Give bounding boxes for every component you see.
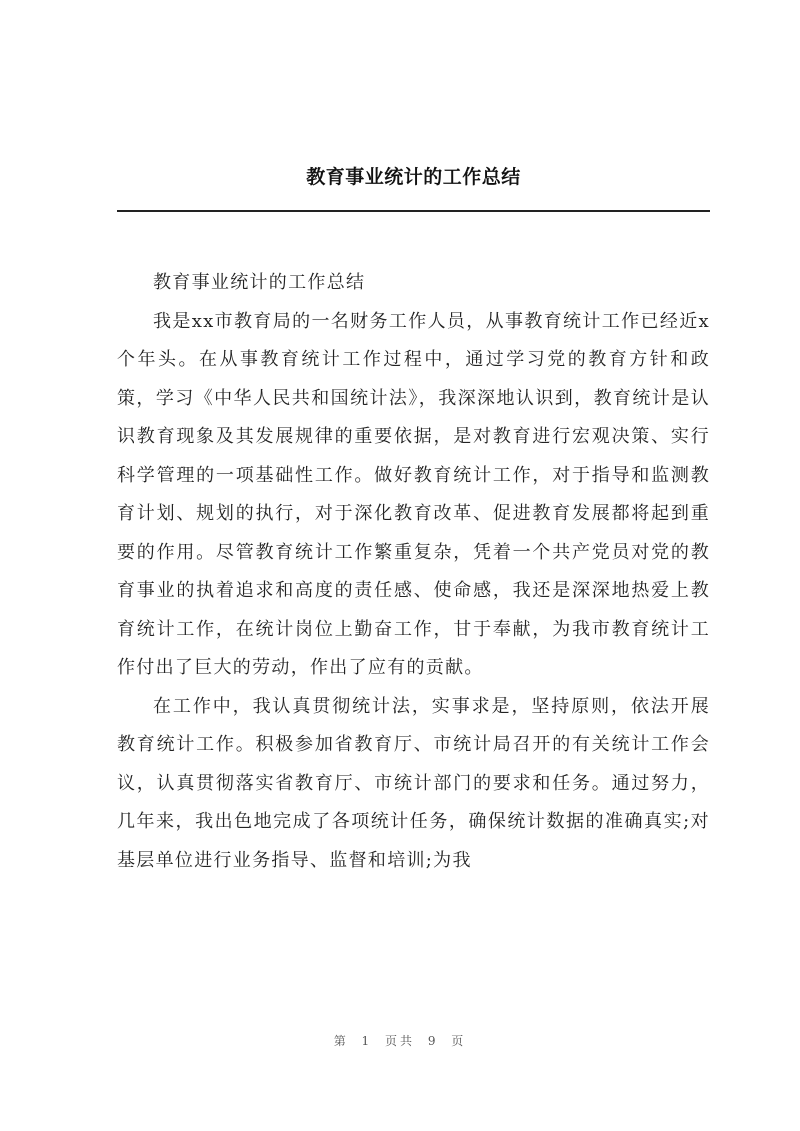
paragraph-2: 在工作中，我认真贯彻统计法，实事求是，坚持原则，依法开展教育统计工作。积极参加省教育厅、市统计局召开的有关统计工作会议，认真贯彻落实省教育厅、市统计部门的要求和任务。通过努力，几年来，我出色地完成了各项统计任务，确保统计数据的准确真实;对基层单位进行业务指导、监督和培训;为我: [117, 695, 710, 871]
document-header: [117, 160, 710, 194]
document-title: 教育事业统计的工作总结: [306, 166, 521, 188]
document-body: [117, 264, 710, 880]
paragraph-1: 我是xx市教育局的一名财务工作人员，从事教育统计工作已经近x个年头。在从事教育统计工作过程中，通过学习党的教育方针和政策，学习《中华人民共和国统计法》，我深深地认识到，教育统计是认识教育现象及其发展规律的重要依据，是对教育进行宏观决策、实行科学管理的一项基础性工作。做好教育统计工作，对于指导和监测教育计划、规划的执行，对于深化教育改革、促进教育发展都将起到重要的作用。尽管教育统计工作繁重复杂，凭着一个共产党员对党的教育事业的执着追求和高度的责任感、使命感，我还是深深地热爱上教育统计工作，在统计岗位上勤奋工作，甘于奉献，为我市教育统计工作付出了巨大的劳动，作出了应有的贡献。: [117, 310, 710, 678]
header-divider: [117, 210, 710, 212]
paragraph-subtitle: 教育事业统计的工作总结: [153, 272, 366, 293]
page-number-footer: 第 1 页共 9 页: [333, 1034, 467, 1048]
